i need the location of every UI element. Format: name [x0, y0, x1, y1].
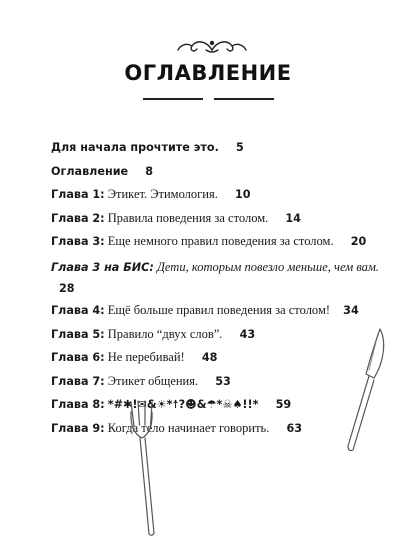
toc-entry-label: Глава 9:: [51, 421, 105, 435]
toc-entry-label: Глава 3 на БИС:: [51, 260, 154, 274]
toc-entry-title: Этикет. Этимология.: [107, 187, 218, 202]
toc-entry-label: Глава 7:: [51, 374, 105, 388]
scroll-ornament-icon: [176, 36, 248, 56]
page-title: ОГЛАВЛЕНИЕ: [124, 61, 292, 85]
toc-entry-chapter-1[interactable]: [51, 186, 411, 203]
toc-entry-label: Глава 8:: [51, 398, 105, 412]
toc-entry-title: Дети, которым повезло меньше, чем вам.: [156, 259, 380, 274]
toc-page-number: 63: [286, 421, 303, 435]
knife-icon: [336, 326, 392, 454]
toc-entry-label: Глава 3:: [51, 235, 105, 249]
toc-page-number: 34: [343, 303, 359, 317]
toc-page-number: 53: [215, 374, 231, 388]
toc-entry-intro[interactable]: [51, 139, 411, 156]
toc-entry-title: Ещё больше правил поведения за столом!: [107, 302, 331, 317]
toc-entry-title: Правило “двух слов”.: [107, 326, 223, 341]
toc-entry-title: Не перебивай!: [107, 350, 185, 365]
toc-page-number: 48: [201, 351, 218, 365]
toc-entry-chapter-3-bis[interactable]: [51, 257, 396, 299]
toc-page-number: 28: [59, 281, 75, 295]
toc-entry-label: Оглавление: [51, 164, 129, 178]
toc-page-number: 10: [234, 188, 251, 202]
toc-entry-title: Этикет общения.: [107, 373, 199, 388]
toc-entry-chapter-2[interactable]: [51, 210, 411, 227]
toc-page-number: 59: [275, 398, 292, 412]
toc-page-number: 43: [239, 327, 256, 341]
toc-entry-label: Глава 1:: [51, 188, 105, 202]
toc-entry-label: Для начала прочтите это.: [51, 141, 219, 154]
title-underline-right: [214, 98, 274, 100]
toc-entry-label: Глава 5:: [51, 327, 105, 341]
toc-entry-title: Правила поведения за столом.: [107, 210, 269, 225]
toc-entry-chapter-4[interactable]: [51, 302, 411, 319]
toc-entry-label: Глава 6:: [51, 351, 105, 365]
toc-entry-title: *#✱!✉&☀*☨?☻&☂*☠♠!!*: [107, 398, 259, 412]
fork-icon: [122, 398, 172, 538]
toc-page-number: 8: [145, 164, 154, 178]
toc-page-number: 20: [350, 235, 367, 249]
toc-entry-label: Глава 4:: [51, 303, 105, 317]
title-underline-left: [143, 98, 203, 100]
toc-entry-contents[interactable]: [51, 163, 411, 180]
toc-entry-chapter-3[interactable]: [51, 233, 411, 250]
toc-entry-title: Когда тело начинает говорить.: [107, 420, 270, 435]
toc-entry-title: Еще немного правил поведения за столом.: [107, 234, 334, 249]
toc-page-number: 5: [235, 141, 244, 154]
toc-page-number: 14: [285, 211, 301, 225]
toc-entry-label: Глава 2:: [51, 211, 105, 225]
